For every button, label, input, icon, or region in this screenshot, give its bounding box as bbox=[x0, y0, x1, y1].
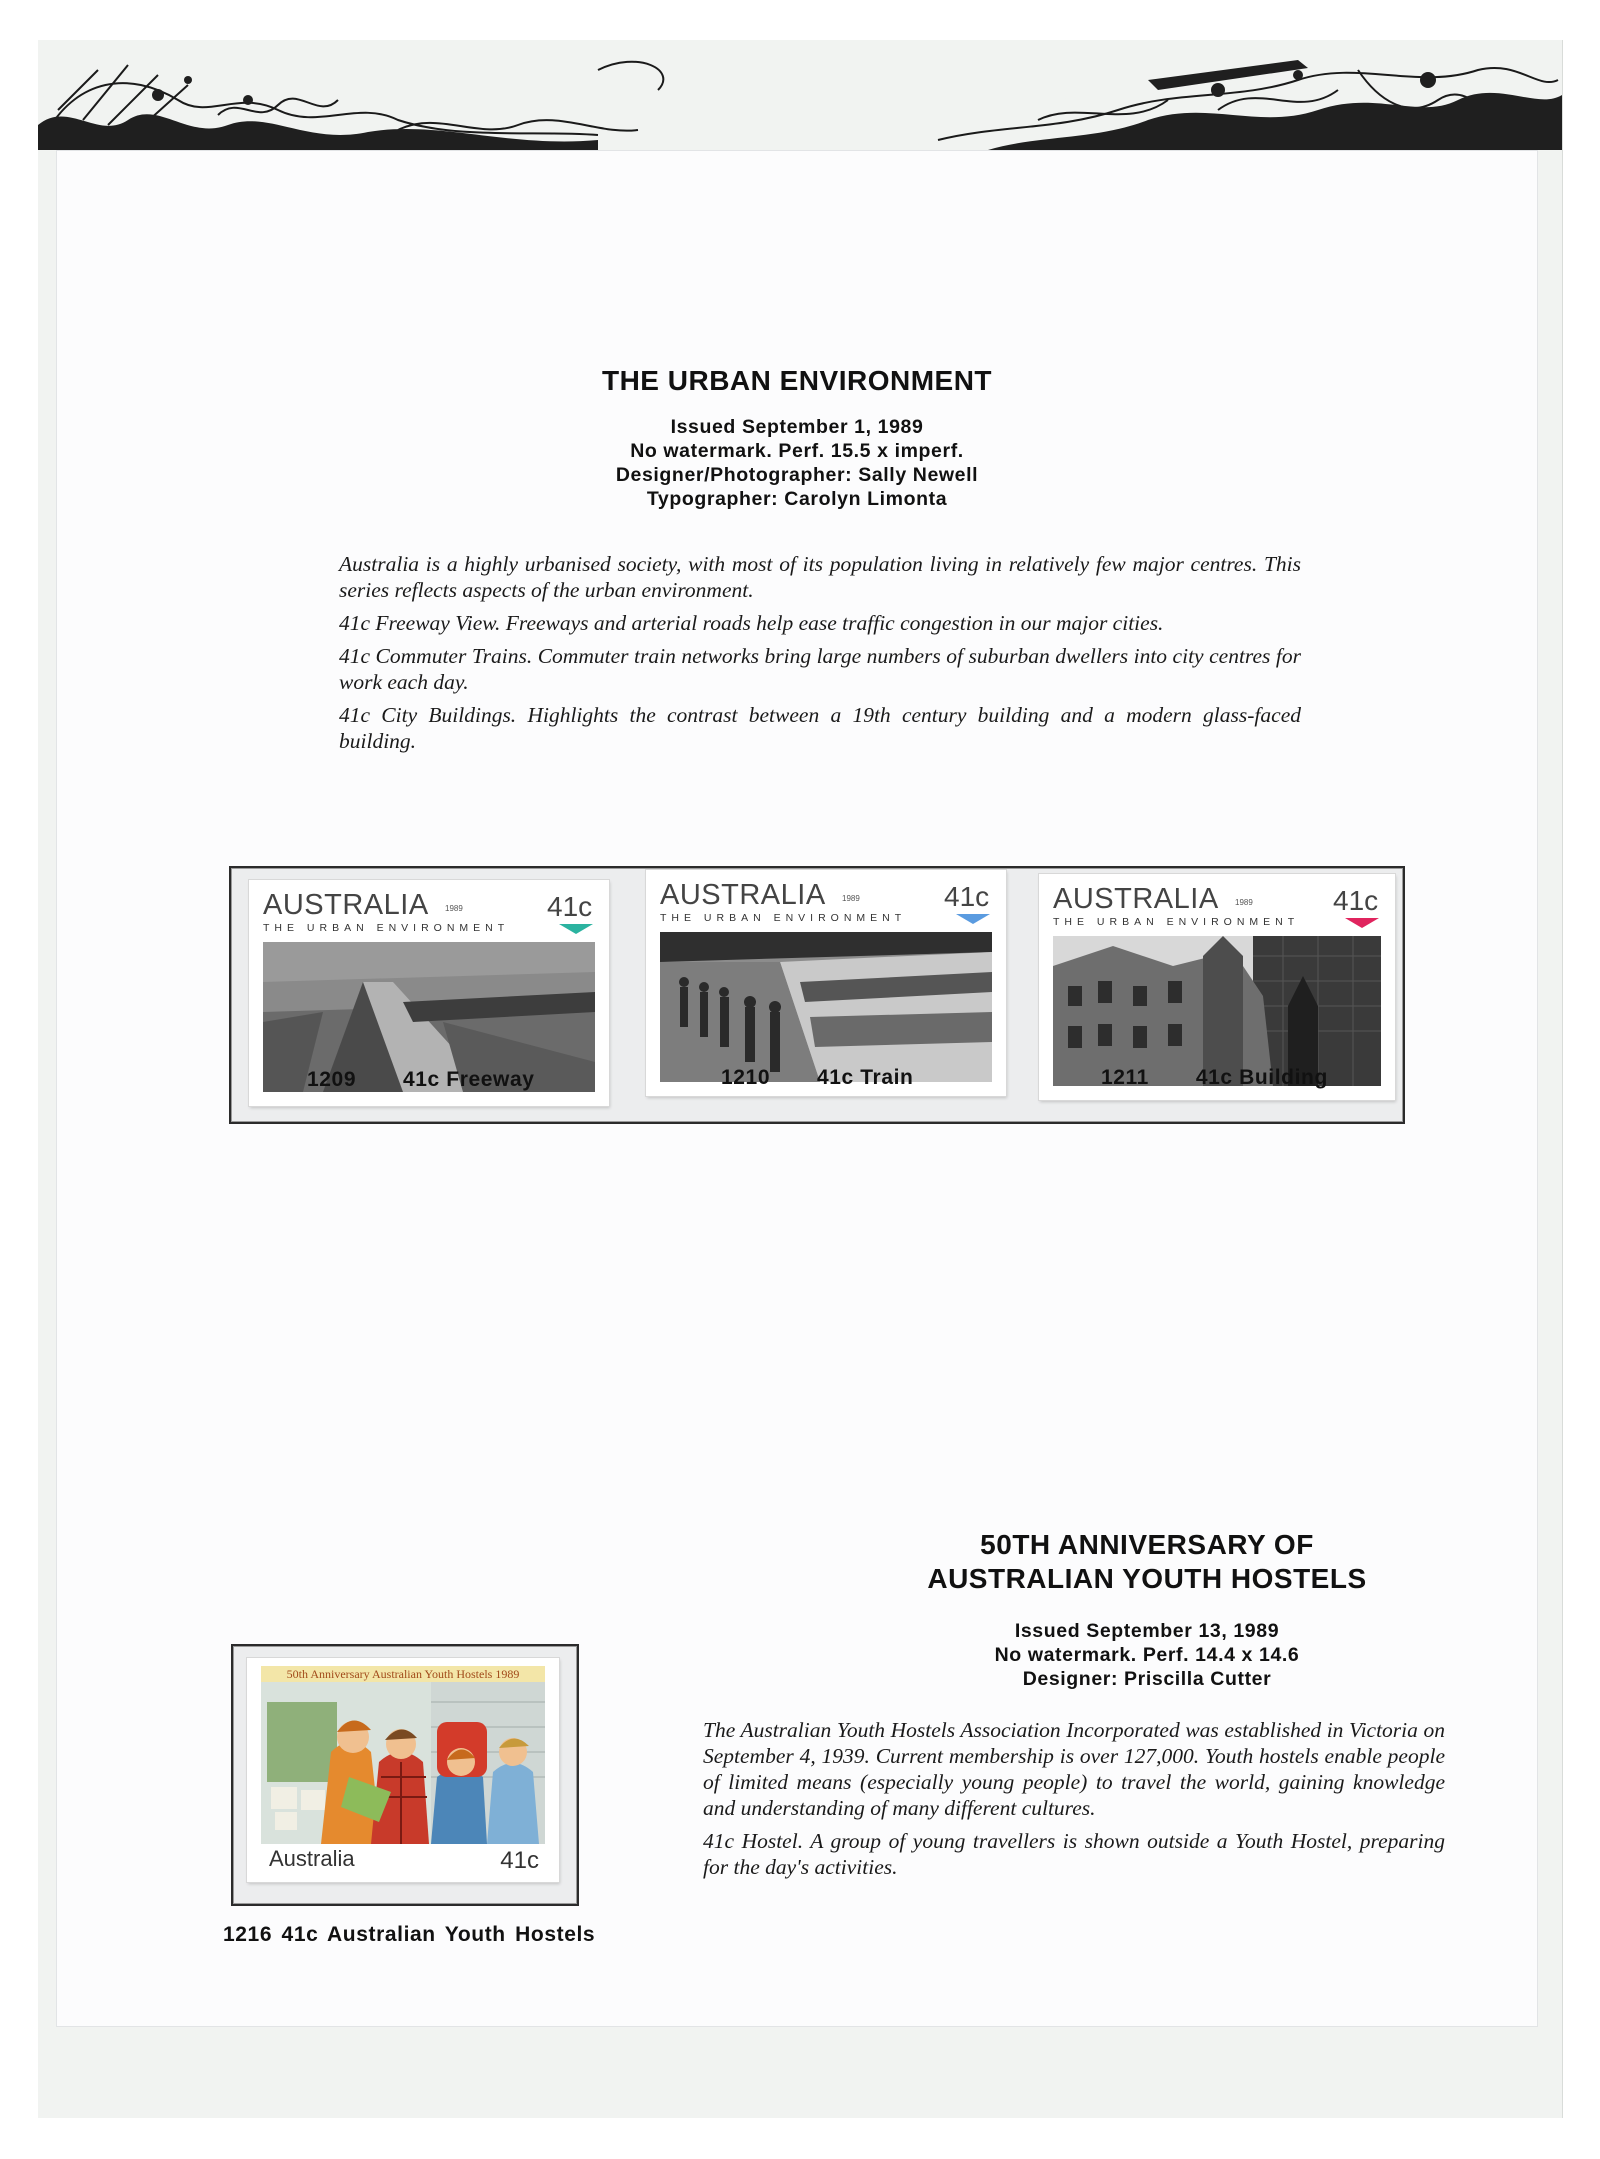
accent-arrow-icon bbox=[1345, 918, 1379, 928]
stamp-value: 41c bbox=[944, 881, 990, 912]
description-paragraph: Australia is a highly urbanised society, with most of its population living in relatively few major centres. This series reflects aspects of the urban environment. bbox=[339, 552, 1301, 602]
stamp-country: AUSTRALIA bbox=[1053, 883, 1219, 915]
building-photo bbox=[1053, 936, 1381, 1086]
catalogue-number: 1209 bbox=[307, 1068, 357, 1091]
stamp-train bbox=[646, 870, 1006, 1096]
stamp-value: 41c bbox=[500, 1847, 539, 1874]
catalogue-number: 1211 bbox=[1101, 1066, 1149, 1089]
stamp-caption-1210 bbox=[721, 1066, 913, 1090]
stamp-year: 1989 bbox=[445, 904, 463, 913]
section-title-line: 50TH ANNIVERSARY OF bbox=[980, 1529, 1314, 1560]
section-title-line: AUSTRALIAN YOUTH HOSTELS bbox=[927, 1563, 1367, 1594]
designer-info: Designer/Photographer: Sally Newell bbox=[615, 464, 979, 486]
album-sheet bbox=[56, 150, 1538, 2027]
description-paragraph: The Australian Youth Hostels Association Incorporated was established in Victoria on September 4, 1939. Current membership is over 127,000. Youth hostels enable people of limited means (especially young people) to travel the world, gaining knowledge and understanding of many different cultures. bbox=[703, 1718, 1445, 1820]
description-paragraph: 41c City Buildings. Highlights the contrast between a 19th century building and a modern glass-faced building. bbox=[339, 703, 1301, 753]
stamp-caption-1216: 1216 41c Australian Youth Hostels bbox=[223, 1923, 596, 1946]
stamp-series: THE URBAN ENVIRONMENT bbox=[1053, 916, 1300, 928]
stamp-value: 41c bbox=[547, 891, 593, 922]
stamp-country: AUSTRALIA bbox=[263, 889, 429, 921]
typographer-info: Typographer: Carolyn Limonta bbox=[646, 488, 948, 510]
stamp-value: 41c bbox=[1333, 885, 1379, 916]
stamp-year: 1989 bbox=[1235, 898, 1253, 907]
stamp-year: 1989 bbox=[842, 894, 860, 903]
stamp-country: Australia bbox=[269, 1846, 355, 1871]
perforation-info: No watermark. Perf. 14.4 x 14.6 bbox=[994, 1644, 1300, 1666]
stamp-description: 41c Train bbox=[817, 1066, 914, 1089]
section-title: THE URBAN ENVIRONMENT bbox=[601, 365, 993, 396]
train-photo bbox=[660, 932, 992, 1082]
accent-arrow-icon bbox=[956, 914, 990, 924]
stamp-caption-1211 bbox=[1101, 1066, 1328, 1090]
issue-info bbox=[787, 1619, 1507, 1691]
stamp-mount-single bbox=[231, 1644, 579, 1906]
stamp-series: THE URBAN ENVIRONMENT bbox=[660, 912, 907, 924]
description bbox=[703, 1717, 1445, 1887]
stamp-caption-1209 bbox=[307, 1068, 535, 1092]
catalogue-number: 1210 bbox=[721, 1066, 771, 1089]
stamp-country: AUSTRALIA bbox=[660, 879, 826, 911]
accent-arrow-icon bbox=[559, 924, 593, 934]
youth-hostel-illustration bbox=[261, 1682, 545, 1844]
stamp-series: THE URBAN ENVIRONMENT bbox=[263, 922, 510, 934]
issue-date: Issued September 13, 1989 bbox=[1014, 1620, 1280, 1642]
stamp-description: 41c Building bbox=[1195, 1066, 1328, 1089]
stamp-youth-hostels bbox=[247, 1658, 559, 1882]
description-paragraph: 41c Hostel. A group of young travellers is shown outside a Youth Hostel, preparing for the day's activities. bbox=[703, 1829, 1445, 1879]
section-title bbox=[787, 1528, 1507, 1596]
perforation-info: No watermark. Perf. 15.5 x imperf. bbox=[630, 440, 964, 462]
issue-date: Issued September 1, 1989 bbox=[670, 416, 924, 438]
description-paragraph: 41c Freeway View. Freeways and arterial roads help ease traffic congestion in our major cities. bbox=[339, 611, 1164, 635]
designer-info: Designer: Priscilla Cutter bbox=[1022, 1668, 1272, 1690]
stamp-description: 41c Freeway bbox=[403, 1068, 535, 1091]
album-page bbox=[38, 40, 1563, 2118]
issue-info bbox=[57, 415, 1537, 511]
description bbox=[339, 551, 1301, 761]
description-paragraph: 41c Commuter Trains. Commuter train networks bring large numbers of suburban dwellers into city centres for work each day. bbox=[339, 644, 1301, 694]
decorative-banner bbox=[38, 40, 1562, 150]
stamp-banner-text: 50th Anniversary Australian Youth Hostels 1989 bbox=[261, 1666, 545, 1682]
